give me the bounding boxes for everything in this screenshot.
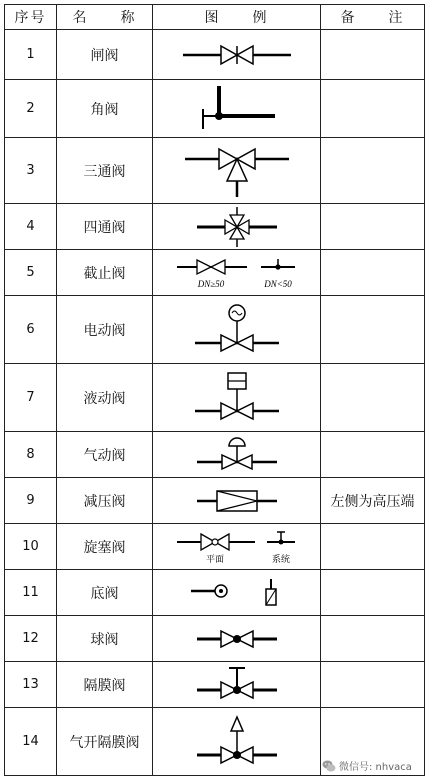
table-row bbox=[5, 364, 425, 432]
row-name: 隔膜阀 bbox=[57, 662, 153, 708]
row-symbol bbox=[153, 524, 321, 570]
row-symbol bbox=[153, 364, 321, 432]
header-number: 序号 bbox=[5, 5, 57, 30]
watermark-text: 微信号: nhvaca bbox=[339, 762, 412, 773]
row-remark bbox=[321, 138, 425, 204]
row-name: 底阀 bbox=[57, 570, 153, 616]
plug-valve-icon bbox=[175, 526, 299, 568]
table-row bbox=[5, 616, 425, 662]
row-remark bbox=[321, 80, 425, 138]
row-number: 7 bbox=[5, 364, 57, 432]
angle-valve-icon bbox=[177, 82, 297, 136]
header-remark: 备 注 bbox=[321, 5, 425, 30]
row-name: 气动阀 bbox=[57, 432, 153, 478]
row-remark bbox=[321, 250, 425, 296]
gate-valve-icon bbox=[177, 40, 297, 70]
four-way-valve-icon bbox=[177, 206, 297, 248]
three-way-valve-icon bbox=[177, 141, 297, 201]
foot-valve-icon bbox=[177, 575, 297, 611]
table-row bbox=[5, 296, 425, 364]
table-row bbox=[5, 204, 425, 250]
row-symbol bbox=[153, 138, 321, 204]
row-number: 6 bbox=[5, 296, 57, 364]
wechat-icon bbox=[322, 759, 336, 773]
row-symbol bbox=[153, 616, 321, 662]
globe-valve-icon bbox=[175, 253, 299, 293]
row-name: 角阀 bbox=[57, 80, 153, 138]
dn-small-label: DN<50 bbox=[263, 278, 292, 289]
row-number: 9 bbox=[5, 478, 57, 524]
row-remark: 左侧为高压端 bbox=[321, 478, 425, 524]
row-name: 四通阀 bbox=[57, 204, 153, 250]
table-row bbox=[5, 30, 425, 80]
table-row bbox=[5, 524, 425, 570]
ball-valve-icon bbox=[177, 624, 297, 654]
row-symbol bbox=[153, 478, 321, 524]
row-name: 三通阀 bbox=[57, 138, 153, 204]
row-number: 4 bbox=[5, 204, 57, 250]
watermark bbox=[322, 758, 412, 773]
row-remark bbox=[321, 524, 425, 570]
dn-large-label: DN≥50 bbox=[197, 278, 224, 289]
row-remark bbox=[321, 296, 425, 364]
row-remark bbox=[321, 616, 425, 662]
row-symbol bbox=[153, 708, 321, 776]
row-symbol bbox=[153, 296, 321, 364]
table-row bbox=[5, 80, 425, 138]
row-number: 1 bbox=[5, 30, 57, 80]
row-name: 电动阀 bbox=[57, 296, 153, 364]
row-name: 旋塞阀 bbox=[57, 524, 153, 570]
row-name: 截止阀 bbox=[57, 250, 153, 296]
row-symbol bbox=[153, 30, 321, 80]
table-header-row bbox=[5, 5, 425, 30]
table-row bbox=[5, 138, 425, 204]
row-number: 5 bbox=[5, 250, 57, 296]
row-number: 14 bbox=[5, 708, 57, 776]
row-name: 球阀 bbox=[57, 616, 153, 662]
row-name: 减压阀 bbox=[57, 478, 153, 524]
system-label: 系统 bbox=[271, 554, 290, 565]
row-remark bbox=[321, 432, 425, 478]
row-remark bbox=[321, 364, 425, 432]
table-row bbox=[5, 570, 425, 616]
table-row bbox=[5, 432, 425, 478]
row-symbol bbox=[153, 662, 321, 708]
row-number: 10 bbox=[5, 524, 57, 570]
row-name: 液动阀 bbox=[57, 364, 153, 432]
air-open-diaphragm-valve-icon bbox=[177, 711, 297, 773]
row-remark bbox=[321, 570, 425, 616]
row-name: 气开隔膜阀 bbox=[57, 708, 153, 776]
row-name: 闸阀 bbox=[57, 30, 153, 80]
row-number: 11 bbox=[5, 570, 57, 616]
table-row bbox=[5, 662, 425, 708]
row-symbol bbox=[153, 250, 321, 296]
row-symbol bbox=[153, 80, 321, 138]
row-number: 12 bbox=[5, 616, 57, 662]
pressure-reducing-valve-icon bbox=[177, 483, 297, 519]
electric-valve-icon bbox=[177, 299, 297, 361]
row-symbol bbox=[153, 204, 321, 250]
header-name: 名 称 bbox=[57, 5, 153, 30]
plan-label: 平面 bbox=[205, 554, 224, 565]
row-remark bbox=[321, 204, 425, 250]
table-row bbox=[5, 250, 425, 296]
row-number: 8 bbox=[5, 432, 57, 478]
hydraulic-valve-icon bbox=[177, 367, 297, 429]
pneumatic-valve-icon bbox=[177, 434, 297, 476]
row-remark bbox=[321, 30, 425, 80]
valve-symbol-table bbox=[4, 4, 425, 776]
row-symbol bbox=[153, 570, 321, 616]
row-number: 2 bbox=[5, 80, 57, 138]
row-number: 13 bbox=[5, 662, 57, 708]
row-symbol bbox=[153, 432, 321, 478]
header-symbol: 图 例 bbox=[153, 5, 321, 30]
row-remark bbox=[321, 662, 425, 708]
row-number: 3 bbox=[5, 138, 57, 204]
diaphragm-valve-icon bbox=[177, 664, 297, 706]
table-row bbox=[5, 478, 425, 524]
